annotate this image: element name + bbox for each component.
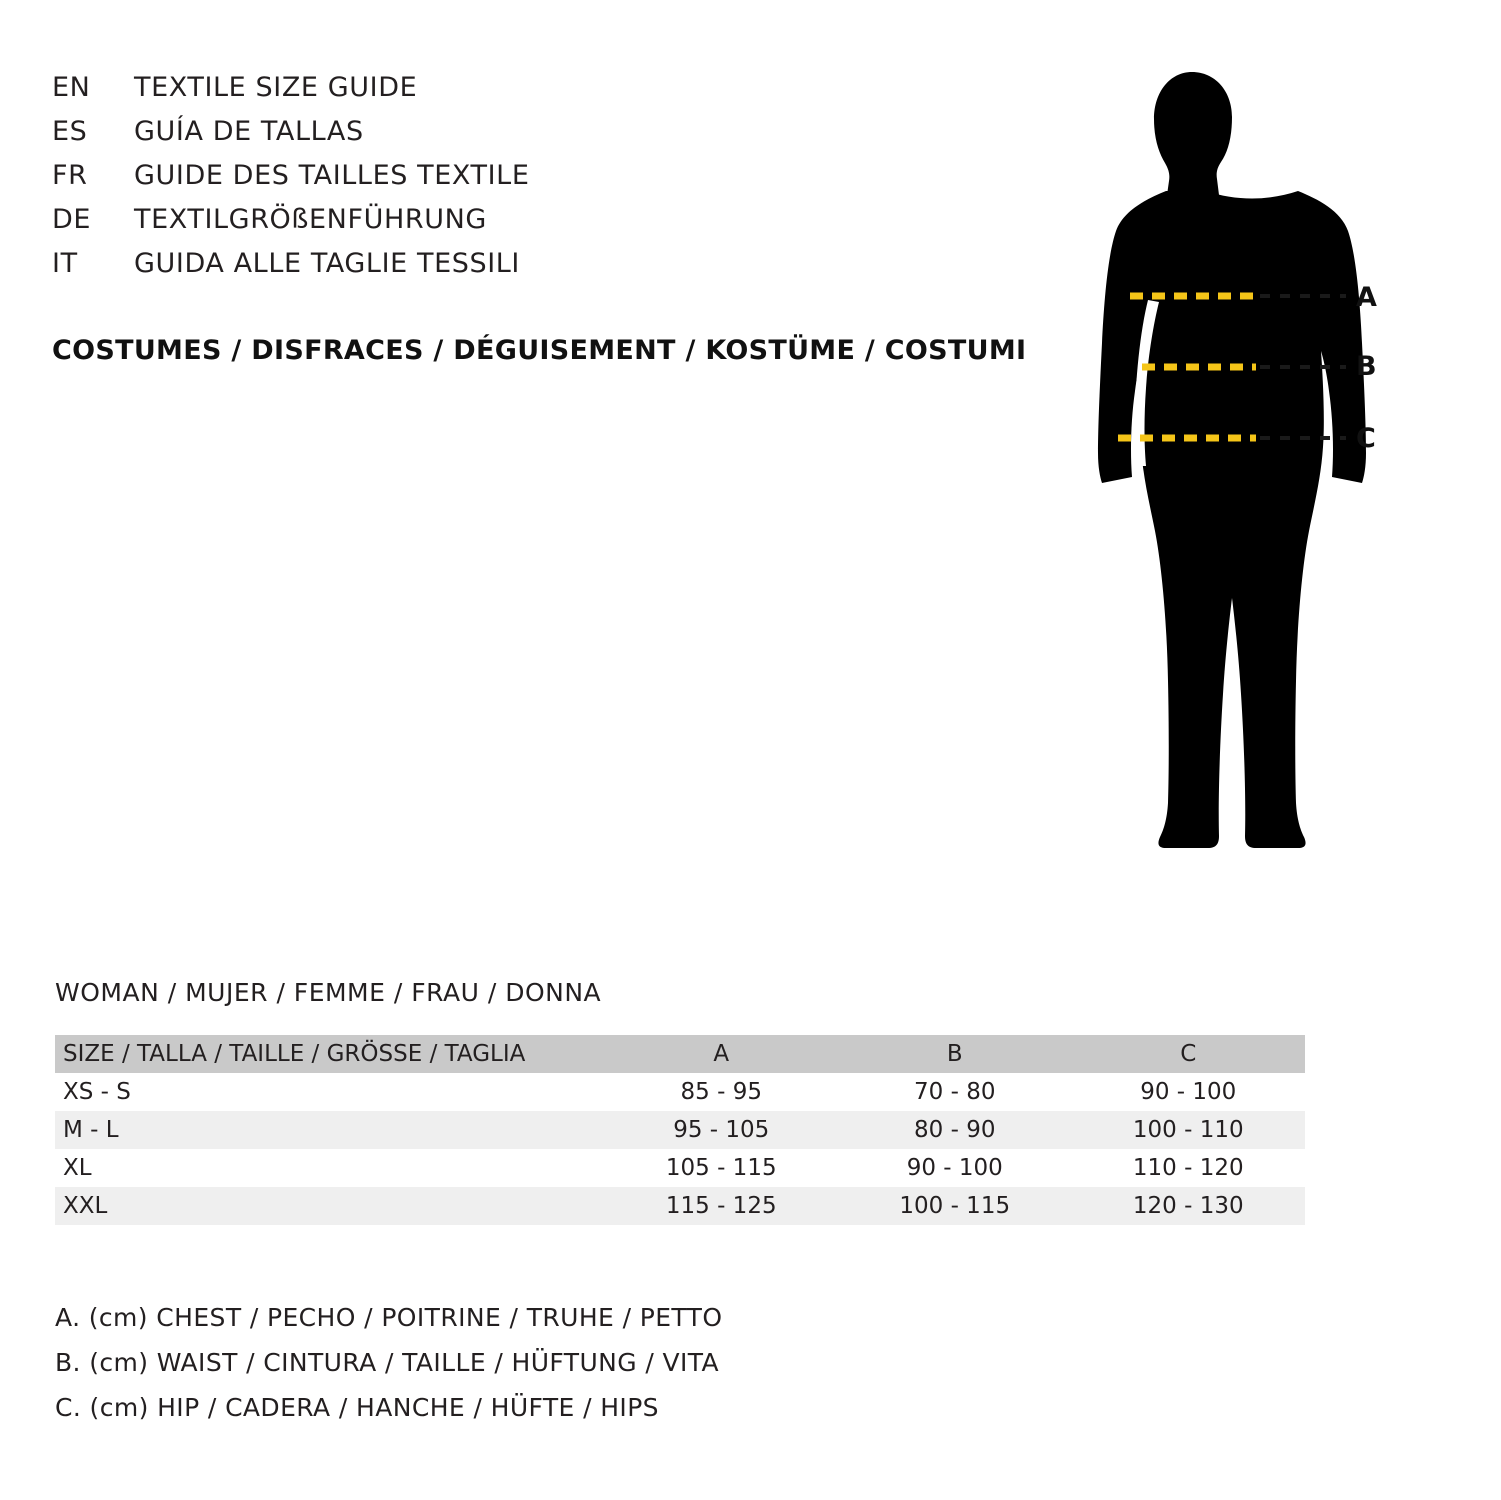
language-row-de <box>52 204 1012 248</box>
language-code-it: IT <box>52 248 78 279</box>
cell-c: 120 - 130 <box>1132 1193 1244 1219</box>
language-row-es <box>52 116 1012 160</box>
table-header-b: B <box>946 1041 963 1067</box>
cell-c: 90 - 100 <box>1140 1079 1237 1105</box>
cell-a: 105 - 115 <box>665 1155 777 1181</box>
table-row <box>55 1149 1305 1187</box>
cell-a: 115 - 125 <box>665 1193 777 1219</box>
table-header-size: SIZE / TALLA / TAILLE / GRÖSSE / TAGLIA <box>63 1041 526 1067</box>
legend <box>55 1295 722 1430</box>
language-text-fr: GUIDE DES TAILLES TEXTILE <box>134 160 530 191</box>
cell-size: XS - S <box>63 1079 131 1105</box>
table-title: WOMAN / MUJER / FEMME / FRAU / DONNA <box>55 978 602 1007</box>
measure-label-c: C <box>1356 423 1376 454</box>
cell-a: 85 - 95 <box>680 1079 762 1105</box>
table-header-row <box>55 1035 1305 1073</box>
table-header-c: C <box>1180 1041 1197 1067</box>
measurement-figure <box>1060 60 1460 940</box>
language-text-en: TEXTILE SIZE GUIDE <box>134 72 418 103</box>
language-code-es: ES <box>52 116 88 147</box>
cell-c: 100 - 110 <box>1132 1117 1244 1143</box>
cell-size: M - L <box>63 1117 119 1143</box>
legend-item-a: A. (cm) CHEST / PECHO / POITRINE / TRUHE / PETTO <box>55 1303 723 1332</box>
language-text-es: GUÍA DE TALLAS <box>134 116 364 147</box>
language-row-en <box>52 72 1012 116</box>
cell-size: XL <box>63 1155 92 1181</box>
legend-item-b: B. (cm) WAIST / CINTURA / TAILLE / HÜFTUNG / VITA <box>55 1348 720 1377</box>
legend-item-c: C. (cm) HIP / CADERA / HANCHE / HÜFTE / HIPS <box>55 1393 659 1422</box>
language-list <box>52 72 1012 292</box>
woman-silhouette-icon <box>1060 60 1460 940</box>
cell-b: 80 - 90 <box>914 1117 996 1143</box>
table-row <box>55 1111 1305 1149</box>
measure-label-a: A <box>1356 282 1377 313</box>
table-row <box>55 1187 1305 1225</box>
language-row-it <box>52 248 1012 292</box>
table-header-a: A <box>713 1041 730 1067</box>
language-row-fr <box>52 160 1012 204</box>
language-code-de: DE <box>52 204 92 235</box>
cell-b: 90 - 100 <box>906 1155 1003 1181</box>
language-code-en: EN <box>52 72 91 103</box>
language-text-it: GUIDA ALLE TAGLIE TESSILI <box>134 248 520 279</box>
language-code-fr: FR <box>52 160 88 191</box>
table-row <box>55 1073 1305 1111</box>
size-table <box>55 1035 1305 1225</box>
category-line: COSTUMES / DISFRACES / DÉGUISEMENT / KOSTÜME / COSTUMI <box>52 335 1027 366</box>
measure-label-b: B <box>1356 351 1377 382</box>
cell-b: 100 - 115 <box>899 1193 1011 1219</box>
cell-size: XXL <box>63 1193 108 1219</box>
cell-a: 95 - 105 <box>673 1117 770 1143</box>
language-text-de: TEXTILGRÖßENFÜHRUNG <box>134 204 487 235</box>
cell-c: 110 - 120 <box>1132 1155 1244 1181</box>
cell-b: 70 - 80 <box>914 1079 996 1105</box>
